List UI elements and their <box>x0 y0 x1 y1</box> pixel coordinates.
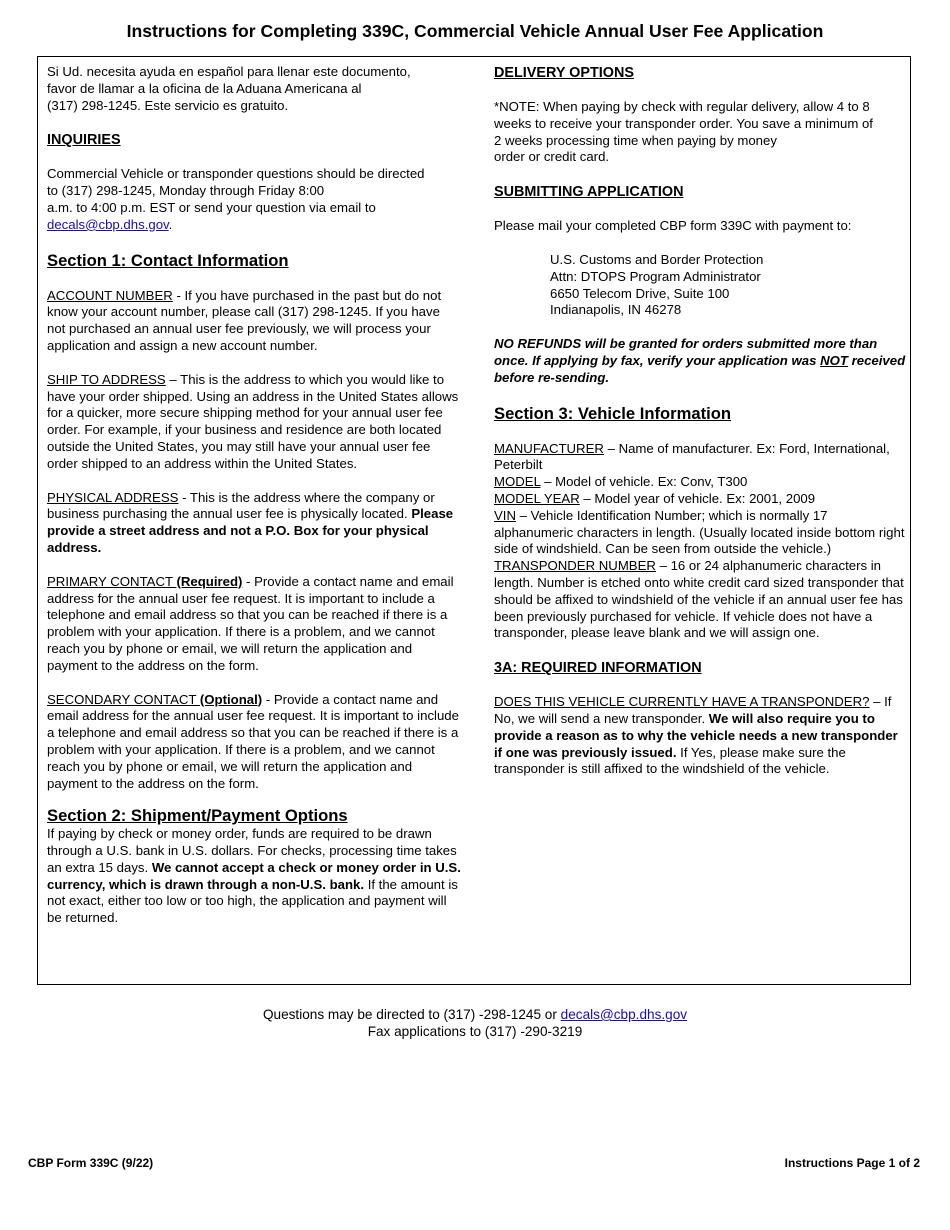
account-number-instructions: ACCOUNT NUMBER - If you have purchased in the past but do not know your account number, please call (317) 298-1245. If you have not purchased an annual user fee previously, we will process your application and assign a new account number. <box>47 287 442 353</box>
right-column <box>494 64 906 778</box>
physical-address-label: PHYSICAL ADDRESS <box>47 489 179 505</box>
ship-to-address-label: SHIP TO ADDRESS <box>47 371 166 387</box>
secondary-contact-label: SECONDARY CONTACT (Optional) <box>47 691 263 707</box>
inquiries-text: Commercial Vehicle or transponder questions should be directed to (317) 298-1245, Monday through Friday 8:00 a.m. to 4:00 p.m. EST or send your question via email to decals@cbp.dhs.gov. <box>47 166 425 232</box>
model-label: MODEL <box>494 474 541 490</box>
transponder-question: DOES THIS VEHICLE CURRENTLY HAVE A TRANSPONDER? – If No, we will send a new transponder. We will also require you to provide a reason as to why the vehicle needs a new transponder if one was previously issued. If Yes, please make sure the transponder is still affixed to the windshield of the vehicle. <box>494 694 898 777</box>
required-information-heading: 3A: REQUIRED INFORMATION <box>494 660 702 677</box>
spanish-note: Si Ud. necesita ayuda en español para llenar este documento, favor de llamar a la oficina de la Aduana Americana al (317) 298-1245. Este servicio es gratuito. <box>47 64 411 113</box>
primary-contact-label: PRIMARY CONTACT (Required) <box>47 573 243 589</box>
payment-instructions: If paying by check or money order, funds are required to be drawn through a U.S. bank in U.S. dollars. For checks, processing time takes an extra 15 days. We cannot accept a check or money order in U.S. currency, which is drawn through a non-U.S. bank. If the amount is not exact, either too low or too high, the application and payment will be returned. <box>47 826 461 926</box>
footer-contact: Questions may be directed to (317) -298-1245 or decals@cbp.dhs.gov Fax applications to (317) -290-3219 <box>262 1007 688 1039</box>
submitting-text: Please mail your completed CBP form 339C with payment to: <box>494 218 852 234</box>
footer-email-link[interactable]: decals@cbp.dhs.gov <box>560 1007 688 1022</box>
secondary-contact-instructions: SECONDARY CONTACT (Optional) - Provide a contact name and email address for the annual user fee request. It is important to include a telephone and email address so that you can be reached if there is a problem with your application. If there is a problem, and we cannot reach you by phone or email, we will return the application and payment to the address on the form. <box>47 691 459 791</box>
physical-address-instructions: PHYSICAL ADDRESS - This is the address where the company or business purchasing the annual user fee is physically located. Please provide a street address and not a P.O. Box for your physical address. <box>47 489 454 555</box>
primary-contact-instructions: PRIMARY CONTACT (Required) - Provide a contact name and email address for the annual user fee request. It is important to include a telephone and email address so that you can be reached if there is a problem with your application. If there is a problem, and we cannot reach you by phone or email, we will return the application and payment to the address on the form. <box>47 573 454 673</box>
mailing-address: U.S. Customs and Border Protection Attn: DTOPS Program Administrator 6650 Telecom Drive, Suite 100 Indianapolis, IN 46278 <box>550 251 764 318</box>
inquiries-email-link[interactable]: decals@cbp.dhs.gov <box>47 216 169 232</box>
section2-heading: Section 2: Shipment/Payment Options <box>47 806 348 826</box>
model-year-label: MODEL YEAR <box>494 490 580 506</box>
transponder-question-label: DOES THIS VEHICLE CURRENTLY HAVE A TRANSPONDER? <box>494 694 870 710</box>
instructions-box <box>37 56 911 985</box>
transponder-number-label: TRANSPONDER NUMBER <box>494 558 656 574</box>
submitting-application-heading: SUBMITTING APPLICATION <box>494 184 684 201</box>
page-number: Instructions Page 1 of 2 <box>784 1156 920 1170</box>
ship-to-address-instructions: SHIP TO ADDRESS – This is the address to which you would like to have your order shipped. Using an address in the United States allows for a quicker, more secure shipping method for your annual user fee order. For example, if your business and residence are both located outside the United States, you may still have your annual user fee order shipped to an address within the United States. <box>47 371 459 471</box>
vin-label: VIN <box>494 507 516 523</box>
inquiries-heading: INQUIRIES <box>47 132 121 149</box>
delivery-options-heading: DELIVERY OPTIONS <box>494 65 634 81</box>
page-title: Instructions for Completing 339C, Commercial Vehicle Annual User Fee Application <box>126 21 824 41</box>
section3-heading: Section 3: Vehicle Information <box>494 403 731 423</box>
delivery-note: *NOTE: When paying by check with regular delivery, allow 4 to 8 weeks to receive your transponder order. You save a minimum of 2 weeks processing time when paying by money order or credit card. <box>494 99 873 165</box>
fax-line: Fax applications to (317) -290-3219 <box>367 1024 583 1039</box>
manufacturer-label: MANUFACTURER <box>494 440 604 456</box>
vehicle-field-definitions: MANUFACTURER – Name of manufacturer. Ex: Ford, International, Peterbilt MODEL – Model of vehicle. Ex: Conv, T300 MODEL YEAR – Model year of vehicle. Ex: 2001, 2009 VIN – Vehicle Identification Number; which is normally 17 alphanumeric characters in length. (Usually located inside bottom right side of windshield. Can be seen from outside the vehicle.) TRANSPONDER NUMBER – 16 or 24 alphanumeric characters in length. Number is etched onto white credit card sized transponder that should be affixed to windshield of the vehicle if an annual user fee has been previously purchased for vehicle. If vehicle does not have a transponder, please leave blank and we will assign one. <box>494 440 905 641</box>
no-refunds-notice: NO REFUNDS will be granted for orders submitted more than once. If applying by fax, verify your application was NOT received before re-sending. <box>494 336 906 385</box>
account-number-label: ACCOUNT NUMBER <box>47 287 173 303</box>
section1-heading: Section 1: Contact Information <box>47 250 289 270</box>
left-column <box>47 64 461 927</box>
form-identifier: CBP Form 339C (9/22) <box>28 1156 154 1170</box>
